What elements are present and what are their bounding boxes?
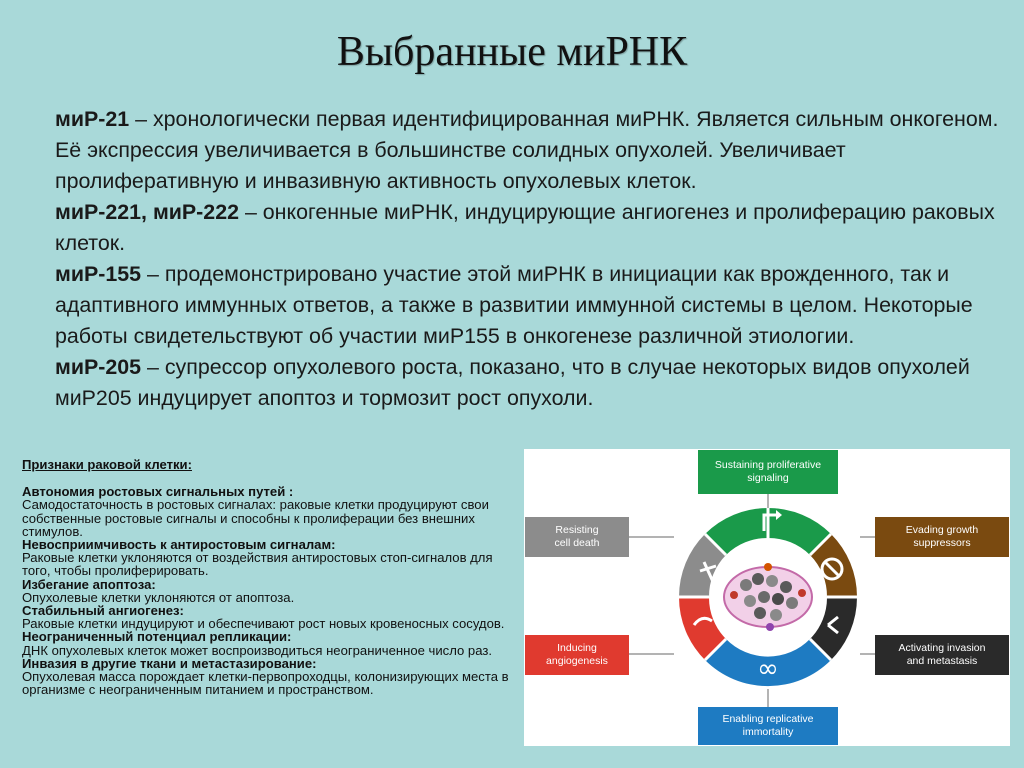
hallmarks-title: Признаки раковой клетки: (22, 457, 192, 472)
hallmark-head: Избегание апоптоза: (22, 576, 156, 592)
term-mir205: миР-205 (55, 355, 142, 379)
label-right-top-line2: suppressors (913, 537, 971, 549)
hallmark-text: Опухолевая масса порождает клетки-первопроходцы, колонизирующих места в организме с неограниченным питанием и пространством. (22, 669, 509, 698)
paragraph-mir21 (55, 104, 1000, 197)
term-mir21: миР-21 (55, 107, 130, 131)
text-mir205: – супрессор опухолевого роста, показано, что в случае некоторых видов опухолей миР205 индуцирует апоптоз и тормозит рост опухоли. (55, 355, 970, 410)
hallmark-text: Раковые клетки уклоняются от воздействия антиростовых стоп-сигналов для того, чтобы пролиферировать. (22, 550, 493, 579)
hallmark-text: ДНК опухолевых клеток может воспроизводиться неограниченное число раз. (22, 642, 492, 658)
hallmark-head: Автономия ростовых сигнальных путей : (22, 484, 294, 500)
text-mir221: – онкогенные миРНК, индуцирующие ангиогенез и пролиферацию раковых клеток. (55, 200, 995, 255)
hallmarks-list (22, 458, 519, 696)
hallmark-head: Инвазия в другие ткани и метастазирование: (22, 655, 317, 671)
hallmark-text: Самодостаточность в ростовых сигналах: раковые клетки продуцируют свои собственные ростовые сигналы и способны к пролиферации без внешних стимулов. (22, 497, 489, 539)
paragraph-mir221 (55, 197, 1000, 259)
hallmark-head: Невосприимчивость к антиростовым сигналам: (22, 537, 336, 553)
text-mir21: – хронологически первая идентифицированная миРНК. Является сильным онкогеном. Её экспрессия увеличивается в большинстве солидных опухолей. Увеличивает пролиферативную и инвазивную активность опухолевых клеток. (55, 107, 999, 193)
label-left-top-line1: Resisting (555, 524, 599, 536)
label-top-line2: signaling (747, 472, 789, 484)
label-bottom-line1: Enabling replicative (722, 713, 814, 725)
hallmarks-diagram (524, 449, 1010, 746)
label-left-bottom-line2: angiogenesis (546, 655, 608, 667)
label-left-bottom-line1: Inducing (557, 642, 597, 654)
term-mir155: миР-155 (55, 262, 142, 286)
hallmark-text: Опухолевые клетки уклоняются от апоптоза. (22, 589, 295, 605)
label-top-line1: Sustaining proliferative (714, 459, 822, 471)
label-right-top-line1: Evading growth (905, 524, 979, 536)
label-right-bottom-line1: Activating invasion (898, 642, 986, 654)
slide-title: Выбранные миРНК (336, 29, 688, 75)
hallmark-head: Стабильный ангиогенез: (22, 603, 184, 619)
paragraph-mir155 (55, 259, 1000, 352)
label-bottom-line2: immortality (742, 726, 794, 738)
label-left-top-line2: cell death (554, 537, 600, 549)
text-mir155: – продемонстрировано участие этой миРНК в инициации как врожденного, так и адаптивного иммунных ответов, а также в развитии иммунной системы в целом. Некоторые работы свидетельствуют об участии миР155 в онкогенезе различной этиологии. (55, 262, 973, 348)
infinity-icon: ∞ (757, 654, 779, 684)
body-text (55, 104, 1000, 414)
label-right-bottom-line2: and metastasis (906, 655, 978, 667)
hallmark-head: Неограниченный потенциал репликации: (22, 629, 292, 645)
hallmark-text: Раковые клетки индуцируют и обеспечивают рост новых кровеносных сосудов. (22, 616, 505, 632)
term-mir221: миР-221, миР-222 (55, 200, 239, 224)
paragraph-mir205 (55, 352, 1000, 414)
